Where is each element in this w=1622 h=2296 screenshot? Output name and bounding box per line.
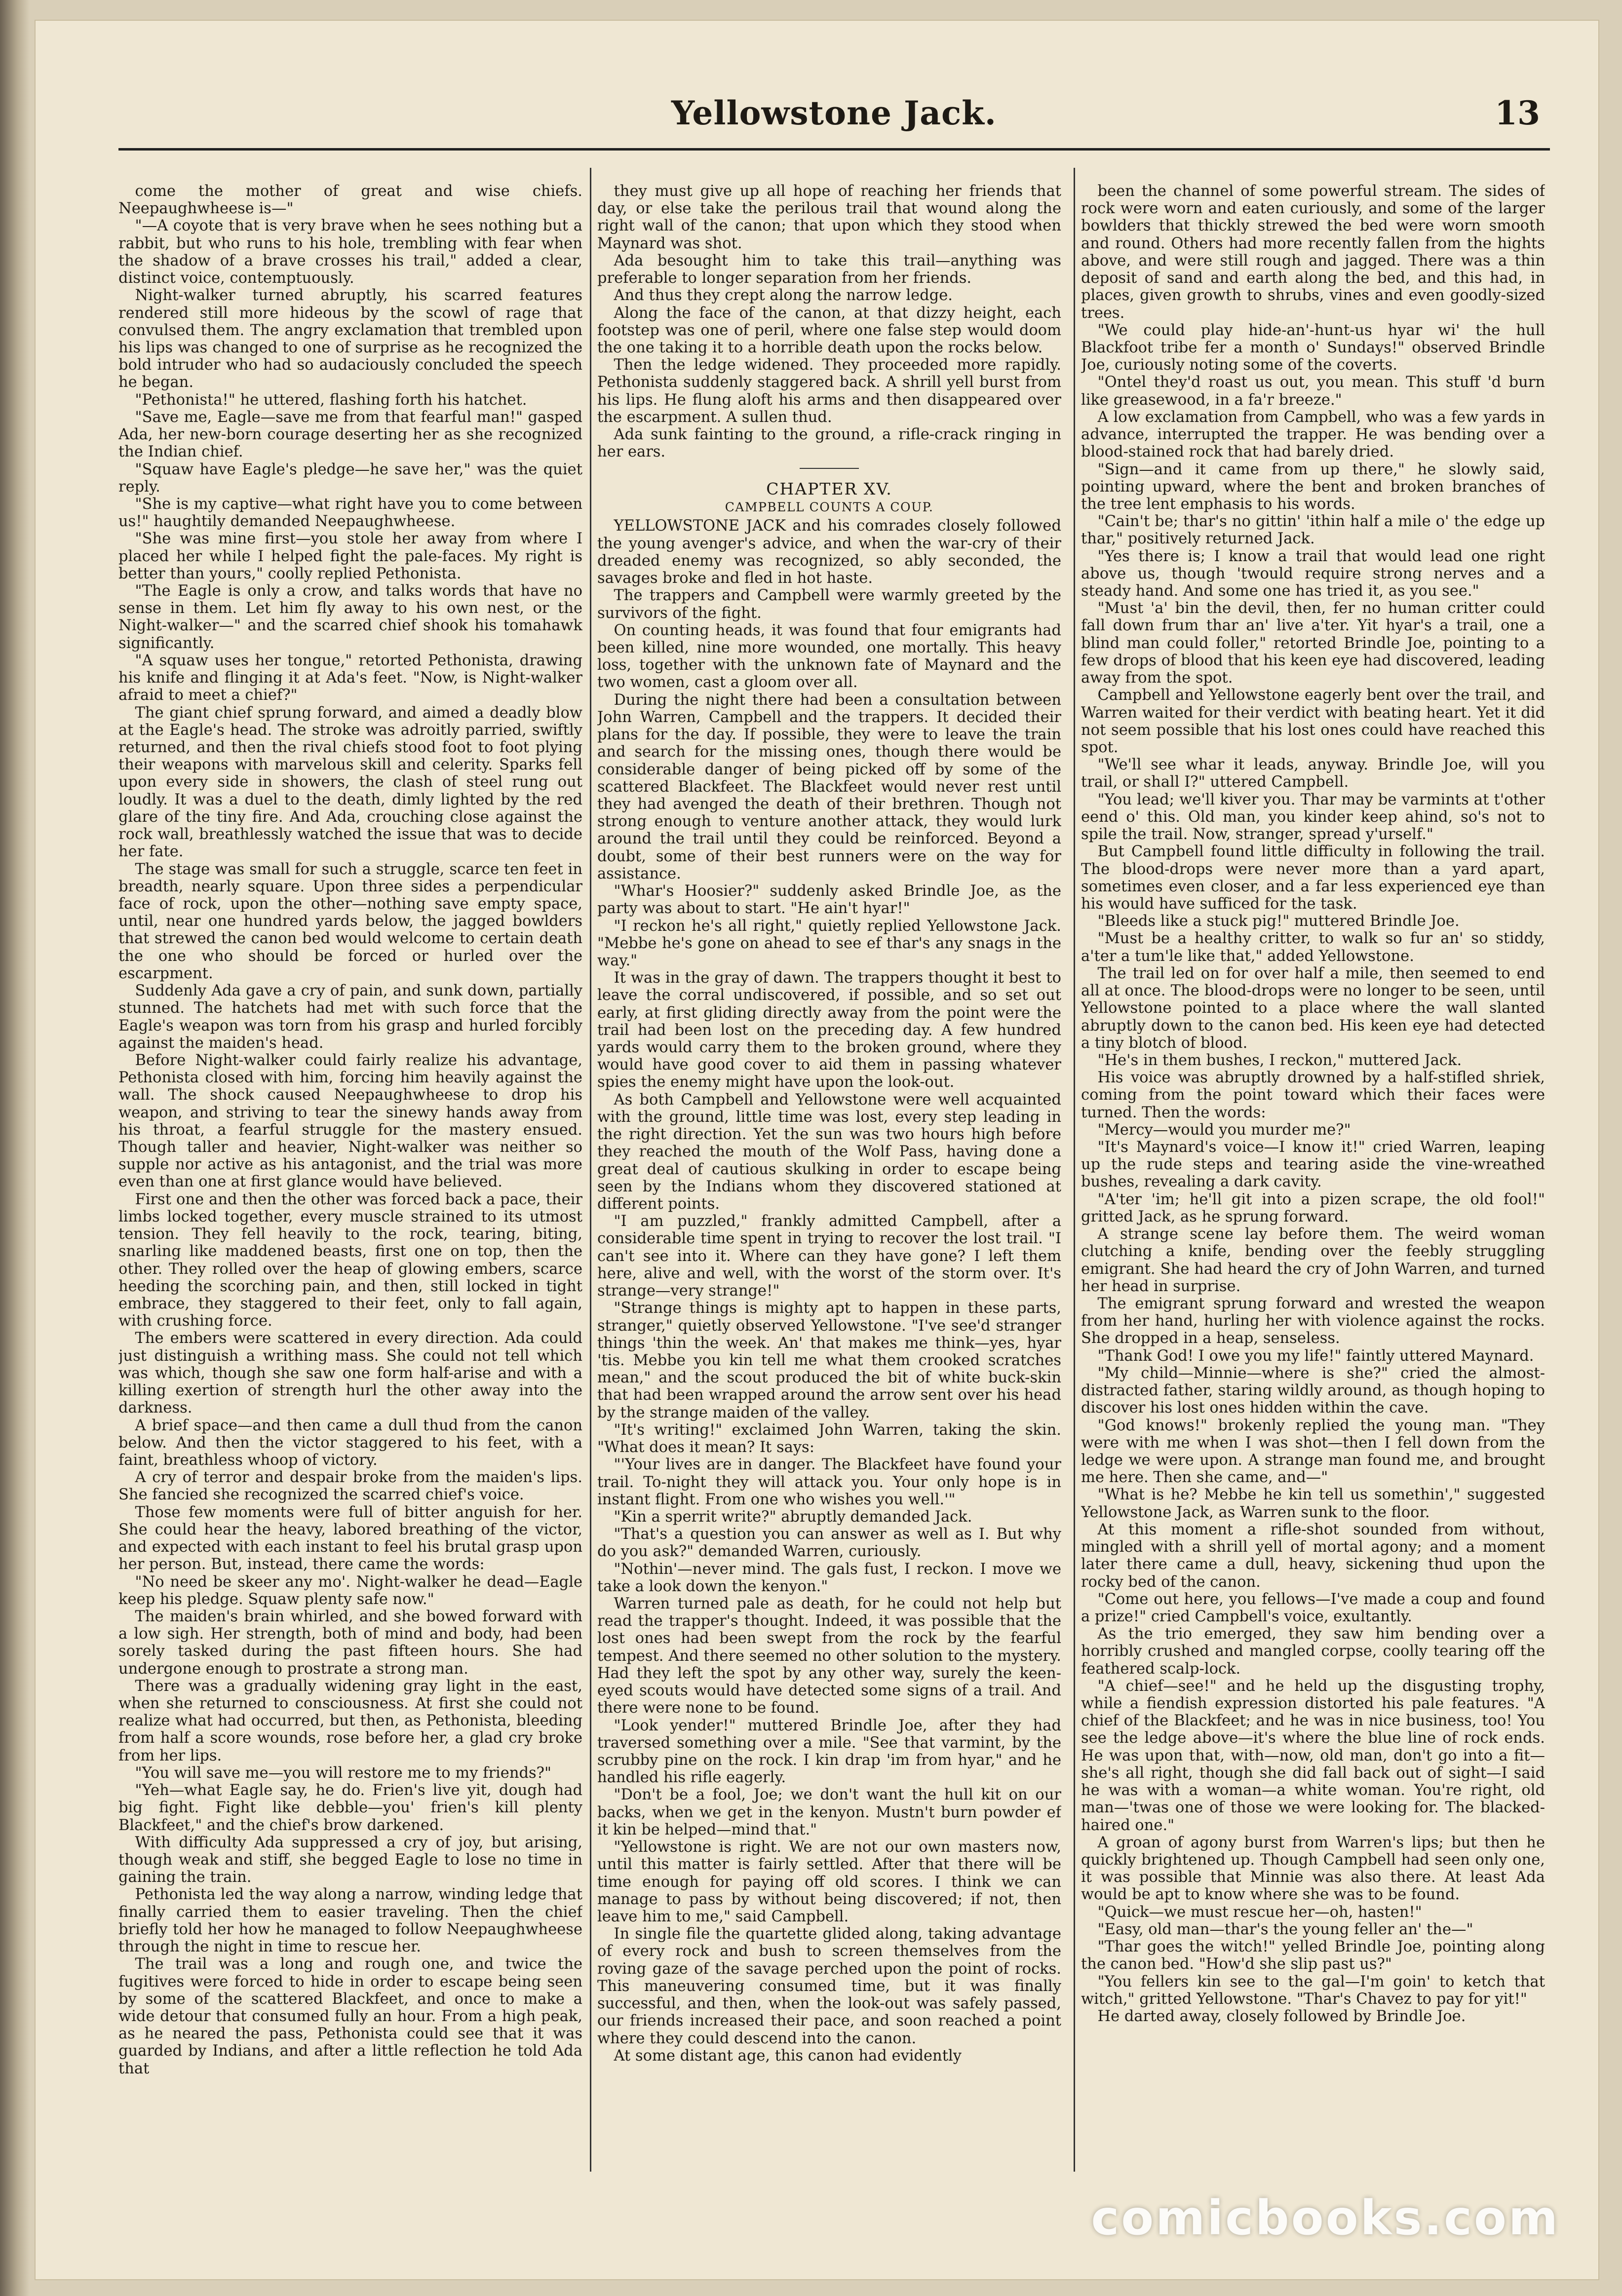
paragraph: First one and then the other was forced back a pace, their limbs locked together, every muscle strained to its utmost tension. They fell heavily to the rock, tearing, biting, snarling like maddened beasts, first one on top, then the other. They rolled over the heap of glowing embers, scarce heeding the scorching pain, and then, still locked in tight embrace, they staggered to their feet, only to fall again, with crushing force. — [118, 1190, 582, 1330]
paragraph: "Yellowstone is right. We are not our own masters now, until this matter is fairly settled. After that there will be time enough for paying off old scores. I think we can manage to pass by without being discovered; if not, then leave him to me," said Campbell. — [597, 1838, 1061, 1925]
paragraph: But Campbell found little difficulty in following the trail. The blood-drops were never more than a yard apart, sometimes even closer, and a far less experienced eye than his would have sufficed for the task. — [1081, 843, 1545, 913]
paragraph: A groan of agony burst from Warren's lips; but then he quickly brightened up. Though Campbell had seen only one, it was possible that Minnie was also there. At least Ada would be apt to know where she was to be found. — [1081, 1834, 1545, 1904]
paragraph: "Quick—we must rescue her—oh, hasten!" — [1097, 1903, 1422, 1921]
section-rule — [800, 468, 859, 469]
paragraph: "Cain't be; thar's no gittin' 'ithin half a mile o' the edge up thar," positively returned Jack. — [1081, 513, 1545, 548]
paragraph: "—A coyote that is very brave when he sees nothing but a rabbit, but who runs to his hole, trembling with fear when the shadow of a brave crosses his trail," added a clear, distinct voice, contemptuously. — [118, 217, 582, 287]
text-column-1 — [118, 183, 582, 2167]
paragraph: The giant chief sprung forward, and aimed a deadly blow at the Eagle's head. The stroke was adroitly parried, swiftly returned, and then the rival chiefs stood foot to foot plying their weapons with marvelous skill and celerity. Sparks fell upon every side in showers, the clash of steel rung out loudly. It was a duel to the death, dimly lighted by the red glare of the tiny fire. And Ada, crouching close against the rock wall, breathlessly watched the issue that was to decide her fate. — [118, 704, 582, 861]
paragraph: "We'll see whar it leads, anyway. Brindle Joe, will you trail, or shall I?" uttered Campbell. — [1081, 756, 1545, 791]
paragraph: "My child—Minnie—where is she?" cried the almost-distracted father, staring wildly around, as though hoping to discover his lost ones hidden within the cave. — [1081, 1364, 1545, 1417]
paragraph: Suddenly Ada gave a cry of pain, and sunk down, partially stunned. The hatchets had met with such force that the Eagle's weapon was torn from his grasp and hurled forcibly against the maiden's head. — [118, 982, 582, 1052]
paragraph: "Thank God! I owe you my life!" faintly uttered Maynard. — [1097, 1347, 1534, 1365]
paragraph: The trail was a long and rough one, and twice the fugitives were forced to hide in order to escape being seen by some of the scattered Blackfeet, and once to make a wide detour that consumed fully an hour. From a high peak, as he neared the pass, Pethonista could see that it was guarded by Indians, and after a little reflection he told Ada that — [118, 1955, 582, 2077]
paragraph: As the trio emerged, they saw him bending over a horribly crushed and mangled corpse, coolly tearing off the feathered scalp-lock. — [1081, 1625, 1545, 1678]
paragraph: Those few moments were full of bitter anguish for her. She could hear the heavy, labored breathing of the victor, and expected with each instant to feel his brutal grasp upon her person. But, instead, there came the words: — [118, 1503, 582, 1573]
paragraph: come the mother of great and wise chiefs. Neepaughwheese is—" — [118, 183, 582, 218]
paragraph: "No need be skeer any mo'. Night-walker he dead—Eagle keep his pledge. Squaw plenty safe now." — [118, 1573, 582, 1608]
paragraph: "Mercy—would you murder me?" — [1097, 1121, 1351, 1139]
paragraph: "He's in them bushes, I reckon," muttered Jack. — [1097, 1051, 1462, 1069]
paragraph: With difficulty Ada suppressed a cry of joy, but arising, though weak and stiff, she begged Eagle to lose no time in gaining the train. — [118, 1834, 582, 1886]
paragraph: A strange scene lay before them. The weird woman clutching a knife, bending over the feebly struggling emigrant. She had heard the cry of John Warren, and turned her head in surprise. — [1081, 1225, 1545, 1295]
paragraph: "Yes there is; I know a trail that would lead one right above us, though 'twould require strong nerves and a steady hand. And some one has tried it, as you see." — [1081, 547, 1545, 600]
paragraph: "Nothin'—never mind. The gals fust, I reckon. I move we take a look down the kenyon." — [597, 1560, 1061, 1595]
paragraph: Warren turned pale as death, for he could not help but read the trapper's thought. Indeed, it was possible that the lost ones had been swept from the rock by the fearful tempest. And there seemed no other solution to the mystery. Had they left the spot by any other way, surely the keen-eyed scouts would have detected some signs of a trail. And there were none to be found. — [597, 1595, 1061, 1717]
column-2-after-chapter — [597, 517, 1061, 2064]
paragraph: YELLOWSTONE JACK and his comrades closely followed the young avenger's advice, and when the war-cry of their dreaded enemy was recognized, so ably seconded, the savages broke and fled in hot haste. — [597, 517, 1061, 587]
paragraph: "Look yender!" muttered Brindle Joe, after they had traversed something over a mile. "See that varmint, by the scrubby pine on the rock. I kin drap 'im from hyar," and he handled his rifle eagerly. — [597, 1717, 1061, 1787]
paragraph: "Easy, old man—thar's the young feller an' the—" — [1097, 1920, 1473, 1938]
paragraph: "You will save me—you will restore me to my friends?" — [135, 1764, 552, 1782]
header-rule — [118, 148, 1550, 151]
paragraph: "Whar's Hoosier?" suddenly asked Brindle Joe, as the party was about to start. "He ain't hyar!" — [597, 882, 1061, 918]
paragraph: "Come out here, you fellows—I've made a coup and found a prize!" cried Campbell's voice, exultantly. — [1081, 1590, 1545, 1625]
paragraph: "You fellers kin see to the gal—I'm goin' to ketch that witch," gritted Yellowstone. "Thar's Chavez to pay for yit!" — [1081, 1973, 1545, 2008]
paragraph: "Must be a healthy critter, to walk so fur an' so stiddy, a'ter a tum'le like that," added Yellowstone. — [1081, 930, 1545, 965]
paragraph: "Kin a sperrit write?" abruptly demanded Jack. — [614, 1508, 972, 1526]
paragraph: As both Campbell and Yellowstone were well acquainted with the ground, little time was lost, every step leading in the right direction. Yet the sun was two hours high before they reached the mouth of the Wolf Pass, having done a great deal of cautious skulking in order to escape being seen by the Indians whom they discovered stationed at different points. — [597, 1091, 1061, 1213]
paragraph: "I am puzzled," frankly admitted Campbell, after a considerable time spent in trying to recover the lost trail. "I can't see into it. Where can they have gone? I left them here, alive and well, with the worst of the storm over. It's strange—very strange!" — [597, 1213, 1061, 1300]
paragraph: A low exclamation from Campbell, who was a few yards in advance, interrupted the trapper. He was bending over a blood-stained rock that had barely dried. — [1081, 408, 1545, 461]
paragraph: "What is he? Mebbe he kin tell us somethin'," suggested Yellowstone Jack, as Warren sunk to the floor. — [1081, 1486, 1545, 1521]
paragraph: It was in the gray of dawn. The trappers thought it best to leave the corral undiscovered, if possible, and so set out early, at first gliding directly away from the point were the trail had been lost on the preceding day. A few hundred yards would carry them to the broken ground, where they would have good cover to aid them in passing whatever spies the enemy might have upon the look-out. — [597, 969, 1061, 1091]
paragraph: "A squaw uses her tongue," retorted Pethonista, drawing his knife and flinging it at Ada's feet. "Now, is Night-walker afraid to meet a chief?" — [118, 651, 582, 704]
paragraph: In single file the quartette glided along, taking advantage of every rock and bush to screen themselves from the roving gaze of the savage perched upon the point of rocks. This maneuvering consumed time, but it was finally successful, and then, when the look-out was safely passed, our friends increased their pace, and soon reached a point where they could descend into the canon. — [597, 1925, 1061, 2047]
paragraph: "I reckon he's all right," quietly replied Yellowstone Jack. "Mebbe he's gone on ahead to see ef thar's any snags in the way." — [597, 917, 1061, 969]
paragraph: "Ontel they'd roast us out, you mean. This stuff 'd burn like greasewood, in a fa'r breeze." — [1081, 374, 1545, 409]
page-number: 13 — [1495, 94, 1540, 132]
paragraph: "Squaw have Eagle's pledge—he save her," was the quiet reply. — [118, 460, 582, 496]
page-header — [35, 94, 1599, 153]
paragraph: And thus they crept along the narrow ledge. — [614, 287, 953, 305]
paragraph: "It's Maynard's voice—I know it!" cried Warren, leaping up the rude steps and tearing aside the vine-wreathed bushes, revealing a dark cavity. — [1081, 1139, 1545, 1191]
paragraph: The trappers and Campbell were warmly greeted by the survivors of the fight. — [597, 587, 1061, 622]
paragraph: Night-walker turned abruptly, his scarred features rendered still more hideous by the scowl of rage that convulsed them. The angry exclamation that trembled upon his lips was changed to one of surprise as he recognized the bold intruder who had so audaciously concluded the speech he began. — [118, 287, 582, 391]
paragraph: "It's writing!" exclaimed John Warren, taking the skin. "What does it mean? It says: — [597, 1421, 1061, 1456]
text-column-2 — [597, 183, 1061, 2167]
paragraph: "Thar goes the witch!" yelled Brindle Joe, pointing along the canon bed. "How'd she slip past us?" — [1081, 1938, 1545, 1973]
paragraph: The embers were scattered in every direction. Ada could just distinguish a writhing mass. She could not tell which was which, though she saw one form half-arise and with a killing exertion of strength hurl the other away into the darkness. — [118, 1330, 582, 1417]
paragraph: they must give up all hope of reaching her friends that day, or else take the perilous trail that wound along the right wall of the canon; that upon which they stood when Maynard was shot. — [597, 183, 1061, 252]
watermark: comicbooks.com — [1091, 2190, 1560, 2246]
paragraph: On counting heads, it was found that four emigrants had been killed, nine more wounded, one mortally. This heavy loss, together with the unknown fate of Maynard and the two women, cast a gloom over all. — [597, 621, 1061, 691]
chapter-subtitle: CAMPBELL COUNTS A COUP. — [725, 499, 934, 514]
page-binding-edge — [0, 0, 30, 2296]
paragraph: "We could play hide-an'-hunt-us hyar wi' the hull Blackfoot tribe fer a month o' Sundays!" observed Brindle Joe, curiously noting some of the coverts. — [1081, 321, 1545, 374]
paragraph: Then the ledge widened. They proceeded more rapidly. Pethonista suddenly staggered back. A shrill yell burst from his lips. He flung aloft his arms and then disappeared over the escarpment. A sullen thud. — [597, 356, 1061, 426]
paragraph: "God knows!" brokenly replied the young man. "They were with me when I was shot—then I fell down from the ledge we were upon. A strange man found me, and brought me here. Then she came, and—" — [1081, 1416, 1545, 1487]
paragraph: Campbell and Yellowstone eagerly bent over the trail, and Warren waited for their verdict with beating heart. Yet it did not seem possible that his lost ones could have reached this spot. — [1081, 687, 1545, 756]
paragraph: "Yeh—what Eagle say, he do. Frien's live yit, dough had big fight. Fight like debble—you' frien's kill plenty Blackfeet," and the chief's brow darkened. — [118, 1782, 582, 1834]
paragraph: "Bleeds like a stuck pig!" muttered Brindle Joe. — [1097, 913, 1460, 930]
text-column-3 — [1081, 183, 1545, 2167]
paragraph: Pethonista led the way along a narrow, winding ledge that finally carried them to easier traveling. Then the chief briefly told her how he managed to follow Neepaughwheese through the night in time to rescue her. — [118, 1886, 582, 1956]
column-2-before-chapter — [597, 183, 1061, 461]
paragraph: There was a gradually widening gray light in the east, when she returned to consciousness. At first she could not realize what had occurred, but then, as Pethonista, bleeding from half a score wounds, rose before her, a glad cry broke from her lips. — [118, 1677, 582, 1764]
paragraph: "Don't be a fool, Joe; we don't want the hull kit on our backs, when we get in the kenyon. Mustn't burn powder ef it kin be helped—mind that." — [597, 1786, 1061, 1838]
paragraph: At some distant age, this canon had evidently — [614, 2047, 962, 2065]
paragraph: The maiden's brain whirled, and she bowed forward with a low sigh. Her strength, both of mind and body, had been sorely tasked during the past fifteen hours. She had undergone enough to prostrate a strong man. — [118, 1607, 582, 1678]
column-divider-1 — [590, 168, 591, 2172]
paragraph: "That's a question you can answer as well as I. But why do you ask?" demanded Warren, curiously. — [597, 1526, 1061, 1561]
paragraph: "Pethonista!" he uttered, flashing forth his hatchet. — [135, 391, 527, 409]
paragraph: "Strange things is mighty apt to happen in these parts, stranger," quietly observed Yellowstone. "I've see'd stranger things 'thin the week. An' that makes me think—yes, hyar 'tis. Mebbe you kin tell me what them crooked scratches mean," and the scout produced the bit of white buck-skin that had been wrapped around the arrow sent over his head by the strange maiden of the valley. — [597, 1300, 1061, 1421]
paragraph: "You lead; we'll kiver you. Thar may be varmints at t'other eend o' this. Old man, you kinder keep ahind, so's not to spile the trail. Now, stranger, spread y'urself." — [1081, 791, 1545, 843]
paragraph: A brief space—and then came a dull thud from the canon below. And then the victor staggered to his feet, with a faint, breathless whoop of victory. — [118, 1416, 582, 1469]
paragraph: been the channel of some powerful stream. The sides of rock were worn and eaten curiously, and some of the larger bowlders that thickly strewed the bed were worn smooth and round. Others had more recently fallen from the hights above, and were still rough and jagged. There was a thin deposit of sand and earth along the bed, and this had, in places, given growth to shrubs, vines and even goodly-sized trees. — [1081, 183, 1545, 322]
paragraph: During the night there had been a consultation between John Warren, Campbell and the trappers. It decided their plans for the day. If possible, they were to leave the train and search for the missing ones, though there would be considerable danger of being picked off by some of the scattered Blackfeet. The Blackfeet would never rest until they had avenged the death of their brethren. Though not strong enough to venture another attack, they would lurk around the trail until they could be reinforced. Beyond a doubt, some of their best runners were on the way for assistance. — [597, 691, 1061, 882]
paragraph: The trail led on for over half a mile, then seemed to end all at once. The blood-drops were no longer to be seen, until Yellowstone pointed to a place where the wall slanted abruptly down to the canon bed. His keen eye had detected a tiny blotch of blood. — [1081, 964, 1545, 1052]
paragraph: "A'ter 'im; he'll git into a pizen scrape, the old fool!" gritted Jack, as he sprung forward. — [1081, 1190, 1545, 1225]
paragraph: "She is my captive—what right have you to come between us!" haughtily demanded Neepaughwheese. — [118, 495, 582, 531]
paragraph: Ada besought him to take this trail—anything was preferable to longer separation from her friends. — [597, 252, 1061, 287]
paragraph: A cry of terror and despair broke from the maiden's lips. She fancied she recognized the scarred chief's voice. — [118, 1469, 582, 1504]
chapter-heading — [597, 480, 1061, 515]
paragraph: Along the face of the canon, at that dizzy height, each footstep was one of peril, where one false step would doom the one taking it to a horrible death upon the rocks below. — [597, 304, 1061, 356]
running-head: Yellowstone Jack. — [671, 94, 997, 132]
paragraph: "The Eagle is only a crow, and talks words that have no sense in them. Let him fly away to his own nest, or the Night-walker—" and the scarred chief shook his tomahawk significantly. — [118, 582, 582, 652]
paragraph: The emigrant sprung forward and wrested the weapon from her hand, hurling her with violence against the rocks. She dropped in a heap, senseless. — [1081, 1295, 1545, 1347]
paragraph: Before Night-walker could fairly realize his advantage, Pethonista closed with him, forcing him heavily against the wall. The shock caused Neepaughwheese to drop his weapon, and striving to tear the sinewy hands away from his throat, a fearful struggle for the mastery ensued. Though taller and heavier, Night-walker was neither so supple nor active as his antagonist, and the trial was more even than one at first glance would have believed. — [118, 1051, 582, 1191]
paragraph: The stage was small for such a struggle, scarce ten feet in breadth, nearly square. Upon three sides a perpendicular face of rock, upon the other—nothing save empty space, until, near one hundred yards below, the jagged bowlders that strewed the canon bed would welcome to certain death the one who should be forced or hurled over the escarpment. — [118, 860, 582, 982]
paragraph: "Save me, Eagle—save me from that fearful man!" gasped Ada, her new-born courage deserting her as she recognized the Indian chief. — [118, 408, 582, 461]
paragraph: Ada sunk fainting to the ground, a rifle-crack ringing in her ears. — [597, 426, 1061, 461]
column-divider-2 — [1074, 168, 1075, 2172]
chapter-title: CHAPTER XV. — [766, 479, 892, 498]
paragraph: His voice was abruptly drowned by a half-stifled shriek, coming from the point toward which their faces were turned. Then the words: — [1081, 1069, 1545, 1121]
paragraph: "Must 'a' bin the devil, then, fer no human critter could fall down frum thar an' live a'ter. Yit hyar's a trail, one a blind man could foller," retorted Brindle Joe, pointing to a few drops of blood that his keen eye had discovered, leading away from the spot. — [1081, 600, 1545, 687]
paragraph: "Sign—and it came from up there," he slowly said, pointing upward, where the bent and broken branches of the tree lent emphasis to his words. — [1081, 460, 1545, 513]
paragraph: At this moment a rifle-shot sounded from without, mingled with a shrill yell of mortal agony; and a moment later there came a dull, heavy, sickening thud upon the rocky bed of the canon. — [1081, 1521, 1545, 1591]
paragraph: "A chief—see!" and he held up the disgusting trophy, while a fiendish expression distorted his pale features. "A chief of the Blackfeet; and he was in nice business, too! You see the ledge above—it's where the blue line of rock ends. He was upon that, with—now, old man, don't go into a fit—she's all right, though she did fall back out of sight—I said he was with a woman—a white woman. You're right, old man—'twas one of those we were looking for. The blacked-haired one." — [1081, 1677, 1545, 1834]
paragraph: "She was mine first—you stole her away from where I placed her while I helped fight the pale-faces. My right is better than yours," coolly replied Pethonista. — [118, 530, 582, 582]
magazine-page — [35, 20, 1599, 2280]
paragraph: "'Your lives are in danger. The Blackfeet have found your trail. To-night they will attack you. Your only hope is in instant flight. From one who wishes you well.'" — [597, 1456, 1061, 1508]
paragraph: He darted away, closely followed by Brindle Joe. — [1097, 2007, 1466, 2025]
